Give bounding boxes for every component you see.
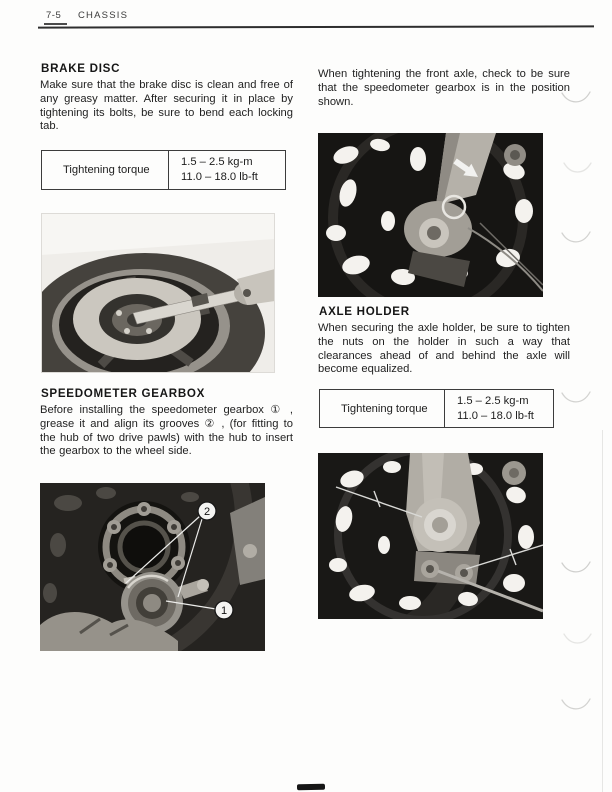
axle-holder-torque-table [319, 389, 554, 428]
brake-disc-torque-table [41, 150, 286, 190]
torque-values [169, 151, 258, 189]
page-number-underline [44, 23, 67, 25]
speedometer-gearbox-photo [40, 483, 265, 651]
binder-arc-marks [556, 0, 612, 792]
torque-lbft: 11.0 – 18.0 lb-ft [457, 409, 534, 422]
torque-label: Tightening torque [42, 151, 169, 189]
chapter-title: CHASSIS [78, 10, 129, 21]
brake-disc-body: Make sure that the brake disc is clean and free of any greasy matter. After securing it in place by tightening its bolts, be sure to bend each locking tab. [40, 79, 293, 133]
front-axle-photo [318, 133, 543, 297]
callout-2-label: 2 [203, 506, 211, 518]
scan-registration-mark [297, 784, 325, 790]
front-axle-note: When tightening the front axle, check to be sure that the speedometer gearbox is in the position shown. [318, 68, 570, 108]
torque-label: Tightening torque [320, 390, 445, 427]
brake-disc-heading: BRAKE DISC [41, 62, 121, 75]
torque-kgm: 1.5 – 2.5 kg-m [181, 156, 253, 168]
torque-kgm: 1.5 – 2.5 kg-m [457, 394, 529, 407]
callout-2 [198, 502, 216, 520]
header-rule [38, 25, 594, 28]
brake-disc-photo [41, 213, 275, 373]
page-edge-shadow [602, 430, 603, 792]
callout-1 [215, 601, 233, 619]
axle-holder-photo [318, 453, 543, 619]
callout-1-label: 1 [220, 605, 228, 617]
torque-lbft: 11.0 – 18.0 lb-ft [181, 171, 258, 183]
page-number: 7-5 [46, 10, 62, 21]
axle-holder-body: When securing the axle holder, be sure to tighten the nuts on the holder in such a way that clearances ahead of and behind the axle will become equalized. [318, 322, 570, 376]
speedometer-gearbox-body: Before installing the speedometer gearbox ① , grease it and align its grooves ② , (for fitting to the hub of two drive pawls) with the hub to insert the gearbox to the wheel side. [40, 404, 293, 458]
speedometer-gearbox-heading: SPEEDOMETER GEARBOX [41, 387, 206, 400]
axle-holder-heading: AXLE HOLDER [319, 305, 410, 318]
torque-values [445, 390, 534, 427]
